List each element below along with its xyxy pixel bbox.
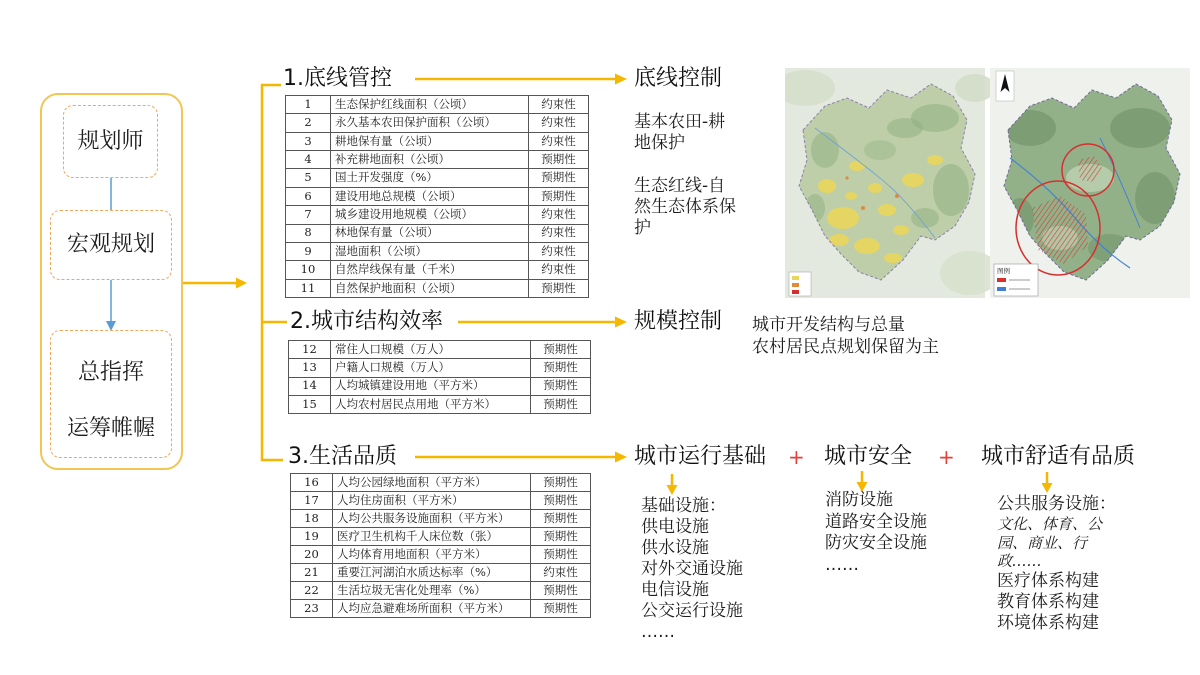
table-cell-type: 预期性 — [531, 528, 591, 546]
table-cell-indicator: 自然岸线保有量（千米） — [331, 261, 529, 279]
table-cell-type: 约束性 — [529, 96, 589, 114]
table-row — [291, 600, 591, 618]
planning-map — [785, 68, 1190, 298]
example-line: 园、商业、行 — [997, 533, 1088, 552]
list-item: 环境体系构建 — [997, 612, 1099, 633]
table-cell-number: 11 — [286, 279, 331, 297]
quality-group-title-comfort: 城市舒适有品质 — [981, 444, 1136, 469]
down-arrow-operation — [667, 474, 678, 495]
list-item: 公交运行设施 — [641, 601, 743, 621]
map-legend-title: 图例 — [997, 267, 1010, 275]
list-heading: 公共服务设施： — [997, 494, 1116, 514]
table-cell-type: 预期性 — [531, 341, 591, 359]
planner-box — [63, 105, 158, 178]
north-arrow-icon — [996, 71, 1014, 101]
table-cell-type: 约束性 — [529, 261, 589, 279]
table-cell-type: 预期性 — [531, 582, 591, 600]
table-row — [289, 395, 591, 413]
table-cell-type: 预期性 — [531, 492, 591, 510]
plus-sign: + — [788, 445, 805, 469]
table-cell-indicator: 国土开发强度（%） — [331, 169, 529, 187]
comfort-item-list — [997, 494, 1116, 634]
note-line: 城市开发结构与总量 — [752, 315, 905, 335]
table-cell-indicator: 人均体育用地面积（平方米） — [333, 546, 531, 564]
table-cell-number: 18 — [291, 510, 333, 528]
section-title-baseline: 1.底线管控 — [283, 66, 392, 91]
table-cell-type: 预期性 — [529, 169, 589, 187]
planner-label: 规划师 — [77, 128, 144, 154]
table-row — [291, 474, 591, 492]
plus-sign: + — [938, 445, 955, 469]
table-cell-indicator: 人均住房面积（平方米） — [333, 492, 531, 510]
table-cell-number: 8 — [286, 224, 331, 242]
table-row — [286, 206, 589, 224]
table-cell-indicator: 永久基本农田保护面积（公顷） — [331, 114, 529, 132]
example-line: 文化、体育、公 — [997, 515, 1103, 533]
section-1-arrow — [415, 74, 627, 85]
table-cell-number: 21 — [291, 564, 333, 582]
public-service-examples — [997, 515, 1116, 571]
table-cell-indicator: 医疗卫生机构千人床位数（张） — [333, 528, 531, 546]
table-cell-type: 约束性 — [529, 206, 589, 224]
table-cell-number: 23 — [291, 600, 333, 618]
table-row — [289, 359, 591, 377]
table-cell-indicator: 人均公园绿地面积（平方米） — [333, 474, 531, 492]
safety-item-list — [825, 490, 927, 576]
table-row — [286, 187, 589, 205]
table-cell-indicator: 生活垃圾无害化处理率（%） — [333, 582, 531, 600]
table-cell-type: 预期性 — [531, 377, 591, 395]
note-ecology — [634, 176, 736, 239]
table-cell-number: 17 — [291, 492, 333, 510]
section-2-arrow — [458, 317, 627, 328]
table-row — [291, 564, 591, 582]
table-cell-indicator: 人均农村居民点用地（平方米） — [331, 395, 531, 413]
table-cell-number: 14 — [289, 377, 331, 395]
table-row — [286, 242, 589, 260]
list-item: 供电设施 — [641, 517, 709, 537]
table-cell-indicator: 人均应急避难场所面积（平方米） — [333, 600, 531, 618]
commander-label: 总指挥 — [77, 360, 144, 385]
list-item: 消防设施 — [825, 490, 893, 510]
table-cell-indicator: 重要江河湖泊水质达标率（%） — [333, 564, 531, 582]
list-item: 道路安全设施 — [825, 511, 927, 532]
note-line: 护 — [634, 218, 651, 238]
table-cell-indicator: 人均城镇建设用地（平方米） — [331, 377, 531, 395]
table-row — [291, 528, 591, 546]
table-cell-number: 2 — [286, 114, 331, 132]
list-item: 基础设施： — [641, 496, 726, 516]
table-cell-number: 20 — [291, 546, 333, 564]
table-cell-type: 约束性 — [529, 114, 589, 132]
table-cell-number: 19 — [291, 528, 333, 546]
table-row — [291, 546, 591, 564]
table-cell-number: 15 — [289, 395, 331, 413]
section-bracket — [262, 85, 287, 460]
table-row — [289, 377, 591, 395]
list-item: …… — [825, 554, 859, 575]
section-3-arrow — [415, 452, 627, 463]
table-row — [286, 169, 589, 187]
table-row — [286, 132, 589, 150]
section-title-quality: 3.生活品质 — [288, 444, 397, 469]
table-cell-type: 约束性 — [529, 224, 589, 242]
operation-item-list — [641, 496, 743, 643]
example-line: 政…… — [997, 552, 1043, 570]
table-cell-indicator: 城乡建设用地规模（公顷） — [331, 206, 529, 224]
table-cell-indicator: 补充耕地面积（公顷） — [331, 151, 529, 169]
table-cell-type: 预期性 — [529, 279, 589, 297]
table-cell-type: 预期性 — [531, 546, 591, 564]
note-line: 生态红线-自 — [634, 176, 726, 196]
indicator-table-baseline — [285, 95, 589, 298]
list-item: 电信设施 — [641, 580, 709, 600]
list-item: 医疗体系构建 — [997, 570, 1099, 591]
table-cell-number: 10 — [286, 261, 331, 279]
table-cell-number: 1 — [286, 96, 331, 114]
section-title-structure: 2.城市结构效率 — [290, 309, 443, 334]
panel-connector-arrow — [183, 278, 247, 289]
map-legend — [994, 264, 1038, 296]
table-cell-type: 预期性 — [529, 151, 589, 169]
commander-box — [50, 330, 172, 458]
table-cell-indicator: 户籍人口规模（万人） — [331, 359, 531, 377]
list-item: 对外交通设施 — [641, 559, 743, 579]
quality-group-title-safety: 城市安全 — [824, 444, 913, 469]
table-cell-type: 预期性 — [531, 474, 591, 492]
table-cell-type: 约束性 — [531, 564, 591, 582]
table-cell-number: 13 — [289, 359, 331, 377]
indicator-table-structure — [288, 340, 591, 414]
list-item: 教育体系构建 — [997, 591, 1099, 612]
strategy-label: 运筹帷幄 — [66, 416, 155, 441]
note-farmland — [634, 112, 725, 154]
note-structure — [752, 314, 939, 358]
table-row — [286, 151, 589, 169]
section-target-structure: 规模控制 — [634, 309, 723, 334]
table-cell-number: 9 — [286, 242, 331, 260]
table-row — [286, 224, 589, 242]
table-row — [289, 341, 591, 359]
table-cell-indicator: 建设用地总规模（公顷） — [331, 187, 529, 205]
table-cell-number: 7 — [286, 206, 331, 224]
table-cell-type: 预期性 — [531, 359, 591, 377]
table-cell-indicator: 人均公共服务设施面积（平方米） — [333, 510, 531, 528]
note-line: 基本农田-耕 — [634, 112, 726, 132]
table-row — [286, 279, 589, 297]
table-cell-type: 预期性 — [531, 600, 591, 618]
list-item: …… — [641, 622, 675, 642]
table-cell-type: 约束性 — [529, 132, 589, 150]
table-cell-indicator: 湿地面积（公顷） — [331, 242, 529, 260]
table-cell-number: 3 — [286, 132, 331, 150]
down-arrow-safety — [857, 471, 868, 492]
table-cell-type: 预期性 — [529, 187, 589, 205]
note-line: 地保护 — [634, 133, 685, 153]
list-item: 供水设施 — [641, 538, 709, 558]
table-cell-type: 约束性 — [529, 242, 589, 260]
table-row — [291, 582, 591, 600]
table-cell-number: 16 — [291, 474, 333, 492]
table-cell-indicator: 自然保护地面积（公顷） — [331, 279, 529, 297]
list-item: 防灾安全设施 — [825, 533, 927, 553]
table-cell-indicator: 生态保护红线面积（公顷） — [331, 96, 529, 114]
table-row — [286, 96, 589, 114]
section-target-baseline: 底线控制 — [634, 66, 723, 91]
note-line: 然生态体系保 — [634, 197, 736, 217]
quality-group-title-operation: 城市运行基础 — [634, 444, 767, 469]
table-row — [291, 492, 591, 510]
table-row — [291, 510, 591, 528]
map-panel-land-use — [785, 68, 1000, 298]
table-cell-number: 5 — [286, 169, 331, 187]
table-cell-number: 12 — [289, 341, 331, 359]
macro-planning-box — [50, 210, 172, 280]
table-cell-indicator: 耕地保有量（公顷） — [331, 132, 529, 150]
indicator-table-quality — [290, 473, 591, 618]
map-panel-focus-areas — [990, 68, 1190, 298]
table-cell-indicator: 常住人口规模（万人） — [331, 341, 531, 359]
table-row — [286, 114, 589, 132]
table-cell-number: 22 — [291, 582, 333, 600]
table-cell-number: 4 — [286, 151, 331, 169]
map-legend-land-use — [789, 272, 811, 296]
macro-planning-label: 宏观规划 — [66, 232, 155, 257]
table-cell-type: 预期性 — [531, 510, 591, 528]
table-cell-type: 预期性 — [531, 395, 591, 413]
note-line: 农村居民点规划保留为主 — [752, 337, 939, 357]
table-cell-number: 6 — [286, 187, 331, 205]
table-cell-indicator: 林地保有量（公顷） — [331, 224, 529, 242]
down-arrow-quality — [1042, 472, 1053, 493]
table-row — [286, 261, 589, 279]
